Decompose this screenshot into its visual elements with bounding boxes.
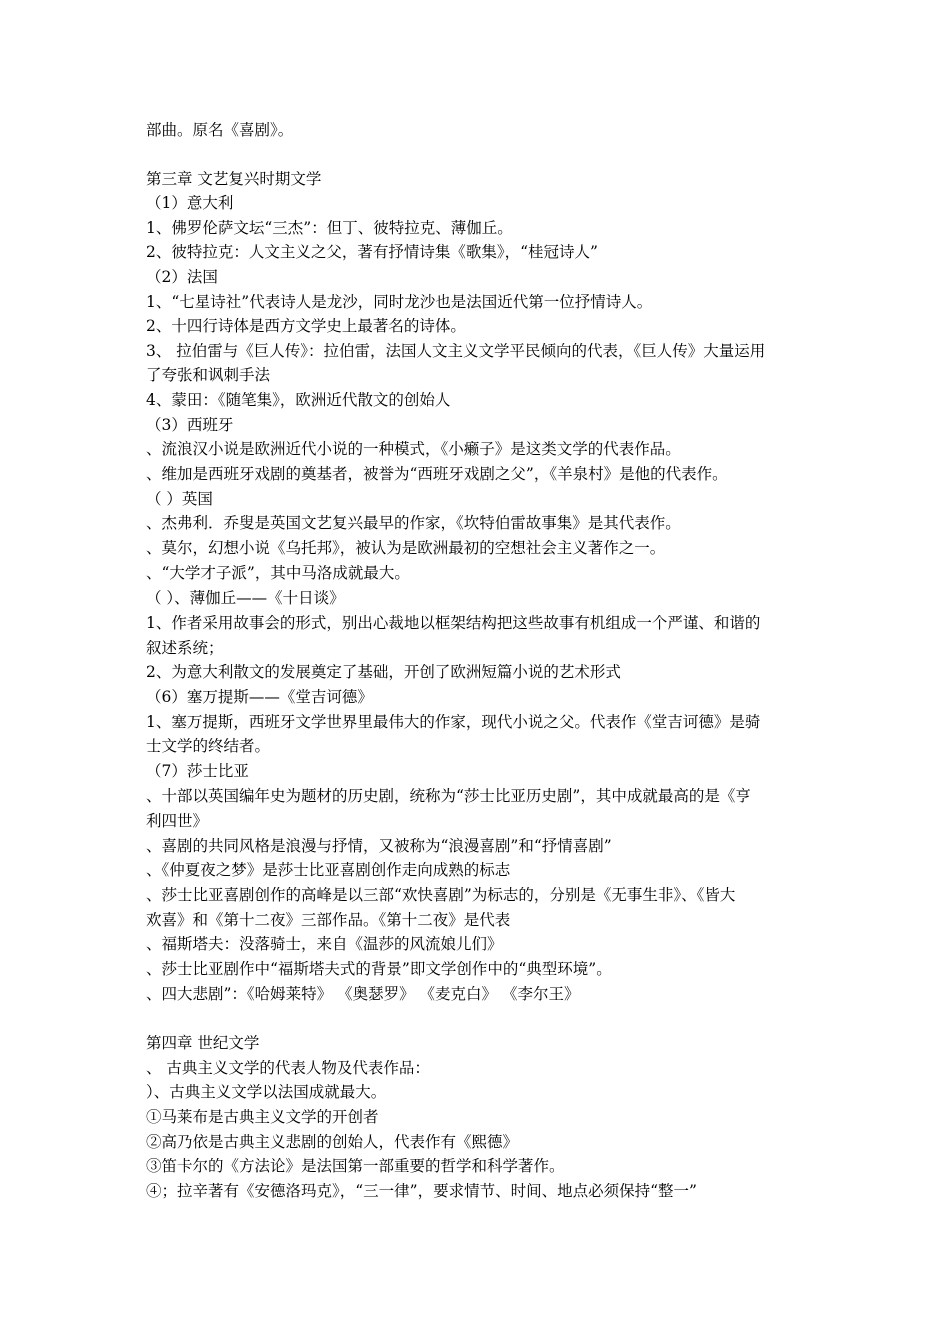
chapter-heading: 第四章 世纪文学 (146, 1034, 260, 1052)
text-line: 、福斯塔夫：没落骑士，来自《温莎的风流娘儿们》 (146, 935, 503, 953)
chapter-heading: 第三章 文艺复兴时期文学 (146, 170, 322, 188)
text-line: 利四世》 (146, 812, 209, 830)
text-line: 、杰弗利．乔叟是英国文艺复兴最早的作家，《坎特伯雷故事集》是其代表作。 (146, 514, 681, 532)
text-line: 、莎士比亚喜剧创作的高峰是以三部“欢快喜剧”为标志的，分别是《无事生非》、《皆大 (146, 886, 736, 904)
text-line: 、“大学才子派”，其中马洛成就最大。 (146, 564, 410, 582)
text-line: 、莎士比亚剧作中“福斯塔夫式的背景”即文学创作中的“典型环境”。 (146, 960, 612, 978)
text-line: 叙述系统； (146, 639, 224, 657)
text-line: 部曲。原名《喜剧》。 (146, 121, 294, 139)
text-line: 欢喜》和《第十二夜》三部作品。《第十二夜》是代表 (146, 911, 511, 929)
text-line: 、喜剧的共同风格是浪漫与抒情，又被称为“浪漫喜剧”和“抒情喜剧” (146, 837, 612, 855)
section-heading: （1）意大利 (146, 194, 234, 212)
section-heading: （ ）英国 (146, 490, 213, 508)
section-heading: （6）塞万提斯——《堂吉诃德》 (146, 688, 373, 706)
text-line: 3、 拉伯雷与《巨人传》：拉伯雷，法国人文主义文学平民倾向的代表，《巨人传》大量运用 (146, 342, 766, 360)
text-line: 1、塞万提斯，西班牙文学世界里最伟大的作家，现代小说之父。代表作《堂吉诃德》是骑 (146, 713, 761, 731)
text-line: ）、古典主义文学以法国成就最大。 (146, 1083, 387, 1101)
section-heading: 、 古典主义文学的代表人物及代表作品： (146, 1059, 430, 1077)
list-item: ④；拉辛著有《安德洛玛克》，“三一律”，要求情节、时间、地点必须保持“整一” (146, 1182, 697, 1200)
text-line: 4、蒙田：《随笔集》，欧洲近代散文的创始人 (146, 391, 451, 409)
text-line: 了夸张和讽刺手法 (146, 366, 271, 384)
text-line: 2、彼特拉克：人文主义之父，著有抒情诗集《歌集》，“桂冠诗人” (146, 243, 598, 261)
section-heading: （3）西班牙 (146, 416, 234, 434)
text-line: 、《仲夏夜之梦》是莎士比亚喜剧创作走向成熟的标志 (146, 861, 511, 879)
text-line: 1、“七星诗社”代表诗人是龙沙，同时龙沙也是法国近代第一位抒情诗人。 (146, 293, 653, 311)
text-line: 、维加是西班牙戏剧的奠基者，被誉为“西班牙戏剧之父”，《羊泉村》是他的代表作。 (146, 465, 728, 483)
text-line: 、流浪汉小说是欧洲近代小说的一种模式，《小癞子》是这类文学的代表作品。 (146, 440, 681, 458)
text-line: 1、作者采用故事会的形式，别出心裁地以框架结构把这些故事有机组成一个严谨、和谐的 (146, 614, 761, 632)
list-item: ③笛卡尔的《方法论》是法国第一部重要的哲学和科学著作。 (146, 1157, 565, 1175)
text-line: 、四大悲剧”：《哈姆莱特》 《奥瑟罗》 《麦克白》 《李尔王》 (146, 985, 580, 1003)
list-item: ②高乃依是古典主义悲剧的创始人，代表作有《熙德》 (146, 1133, 519, 1151)
text-line: 士文学的终结者。 (146, 737, 271, 755)
text-line: 2、为意大利散文的发展奠定了基础，开创了欧洲短篇小说的艺术形式 (146, 663, 621, 681)
text-line: 、莫尔，幻想小说《乌托邦》，被认为是欧洲最初的空想社会主义著作之一。 (146, 539, 666, 557)
section-heading: （ ）、薄伽丘——《十日谈》 (146, 589, 345, 607)
text-line: 1、佛罗伦萨文坛“三杰”：但丁、彼特拉克、薄伽丘。 (146, 219, 513, 237)
section-heading: （2）法国 (146, 268, 218, 286)
section-heading: （7）莎士比亚 (146, 762, 249, 780)
list-item: ①马莱布是古典主义文学的开创者 (146, 1108, 379, 1126)
text-line: 2、十四行诗体是西方文学史上最著名的诗体。 (146, 317, 466, 335)
text-line: 、十部以英国编年史为题材的历史剧，统称为“莎士比亚历史剧”，其中成就最高的是《亨 (146, 787, 751, 805)
